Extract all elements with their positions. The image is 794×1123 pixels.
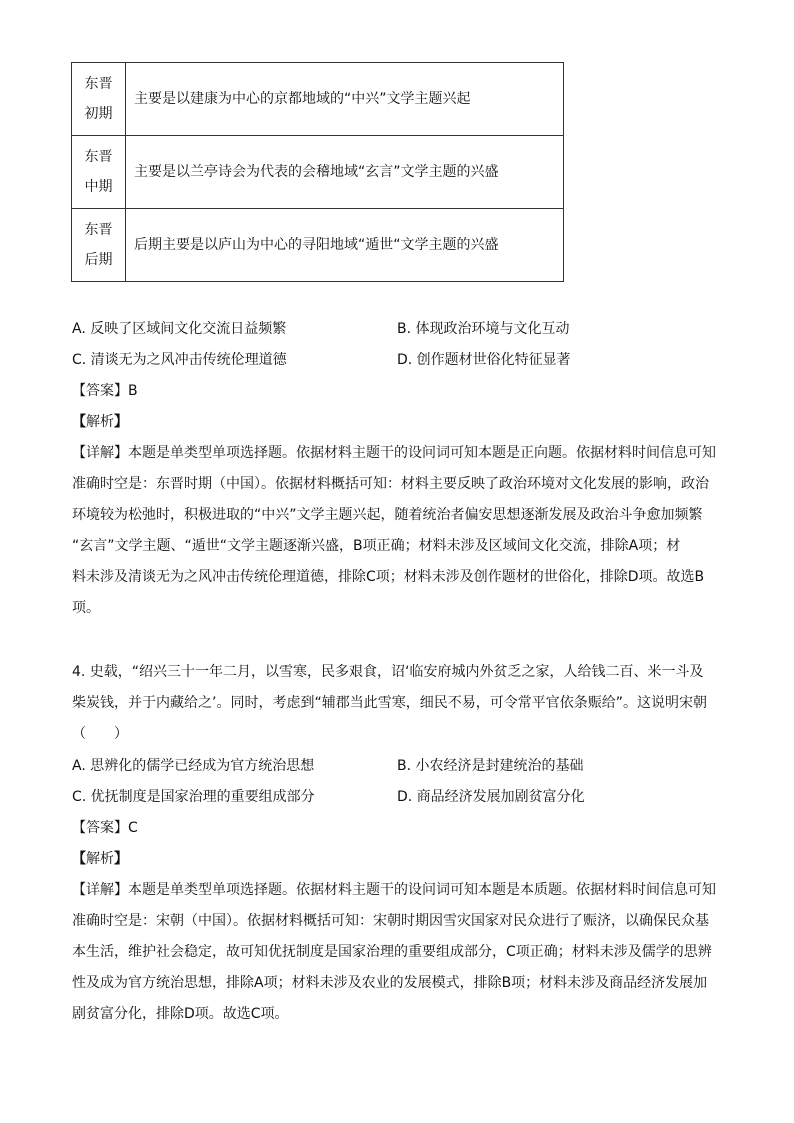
q3-option-c: C. 清谈无为之风冲击传统伦理道德 — [72, 352, 287, 368]
detail-text: 本题是单类型单项选择题。依据材料主题干的设问词可知本题是正向题。依据材料时间信息可知 — [128, 445, 716, 461]
q3-detail-line: “玄言”文学主题、“遁世“文学主题逐渐兴盛，B项正确；材料未涉及区域间文化交流，排除A项；材 — [72, 538, 681, 554]
bracket-open: 【 — [72, 414, 86, 430]
detail-label: 【详解】 — [72, 445, 128, 461]
q4-detail-line — [72, 879, 722, 901]
period-label: 东晋后期 — [84, 222, 113, 268]
table-row — [72, 63, 564, 136]
answer-value: C — [128, 820, 138, 836]
bracket-close: 】 — [114, 851, 128, 867]
detail-text: 本题是单类型单项选择题。依据材料主题干的设问词可知本题是本质题。依据材料时间信息可知 — [128, 882, 716, 898]
analysis-label: 解析 — [86, 851, 114, 867]
detail-label: 【详解】 — [72, 882, 128, 898]
analysis-label: 解析 — [86, 414, 114, 430]
q4-detail-line: 剧贫富分化，排除D项。故选C项。 — [72, 1006, 289, 1022]
q4-analysis-heading — [72, 848, 722, 870]
answer-label: 【答案】 — [72, 383, 128, 399]
q3-detail-line — [72, 442, 722, 464]
bracket-open: 【 — [72, 851, 86, 867]
q3-option-a: A. 反映了区域间文化交流日益频繁 — [72, 321, 287, 337]
description-cell: 主要是以建康为中心的京都地域的“中兴”文学主题兴起 — [126, 63, 564, 136]
q3-analysis-heading — [72, 411, 722, 433]
q4-option-c: C. 优抚制度是国家治理的重要组成部分 — [72, 789, 315, 805]
description-cell: 后期主要是以庐山为中心的寻阳地域“遁世“文学主题的兴盛 — [126, 209, 564, 282]
period-label: 东晋中期 — [84, 149, 113, 195]
q3-detail-line: 准确时空是：东晋时期（中国）。依据材料概括可知：材料主要反映了政治环境对文化发展的影响，政治 — [72, 476, 709, 492]
period-cell — [72, 136, 126, 209]
q4-option-b: B. 小农经济是封建统治的基础 — [397, 758, 584, 774]
description-cell: 主要是以兰亭诗会为代表的会稽地域“玄言”文学主题的兴盛 — [126, 136, 564, 209]
q4-stem-line: 柴炭钱，并于内藏给之’。同时，考虑到“辅郡当此雪寒，细民不易，可令常平官依条赈给”。这说明宋朝 — [72, 695, 707, 711]
q3-option-d: D. 创作题材世俗化特征显著 — [397, 352, 571, 368]
q4-detail-line: 性及成为官方统治思想，排除A项；材料未涉及农业的发展模式，排除B项；材料未涉及商品经济发展加 — [72, 975, 708, 991]
answer-value: B — [128, 383, 138, 399]
period-cell — [72, 209, 126, 282]
table-row — [72, 136, 564, 209]
answer-label: 【答案】 — [72, 820, 128, 836]
q3-detail-line: 料未涉及清谈无为之风冲击传统伦理道德，排除C项；材料未涉及创作题材的世俗化，排除D项。故选B — [72, 569, 705, 585]
table-row — [72, 209, 564, 282]
q4-option-d: D. 商品经济发展加剧贫富分化 — [397, 789, 585, 805]
q3-detail-line: 环境较为松弛时，积极进取的“中兴”文学主题兴起，随着统治者偏安思想逐渐发展及政治斗争愈加频繁 — [72, 507, 703, 523]
period-table — [71, 62, 564, 282]
bracket-close: 】 — [114, 414, 128, 430]
period-cell — [72, 63, 126, 136]
q4-answer — [72, 817, 722, 839]
period-label: 东晋初期 — [84, 76, 113, 122]
q3-option-b: B. 体现政治环境与文化互动 — [397, 321, 570, 337]
q4-detail-line: 准确时空是：宋朝（中国）。依据材料概括可知：宋朝时期因雪灾国家对民众进行了赈济，以确保民众基 — [72, 913, 709, 929]
q3-detail-line: 项。 — [72, 600, 100, 616]
q4-stem-line: （ ） — [72, 726, 128, 742]
q4-option-a: A. 思辨化的儒学已经成为官方统治思想 — [72, 758, 315, 774]
q4-detail-line: 本生活，维护社会稳定，故可知优抚制度是国家治理的重要组成部分，C项正确；材料未涉及儒学的思辨 — [72, 944, 712, 960]
q4-stem-line: 4. 史载，“绍兴三十一年二月，以雪寒，民多艰食，诏‘临安府城内外贫乏之家，人给钱二百、米一斗及 — [72, 664, 704, 680]
q3-answer — [72, 380, 722, 402]
